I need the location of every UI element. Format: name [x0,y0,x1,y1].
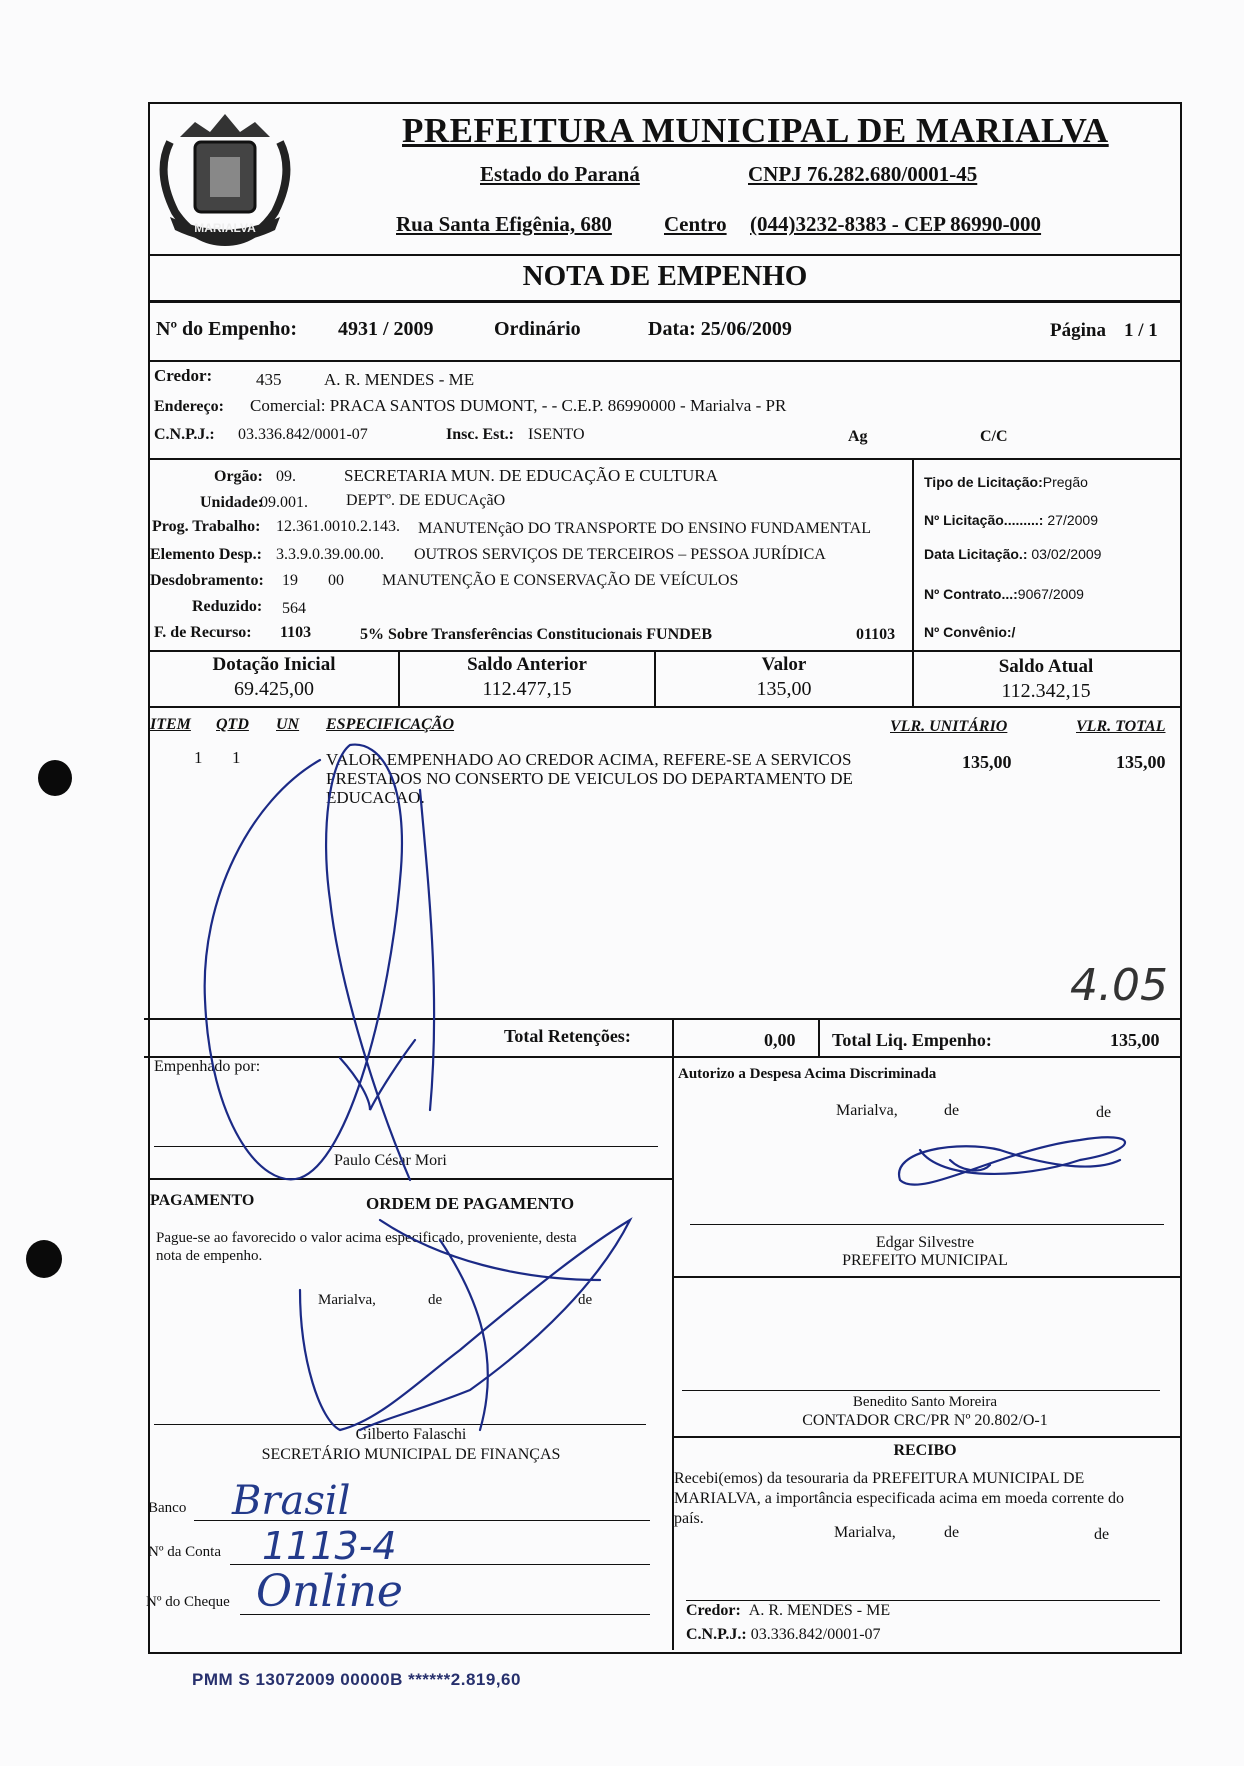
reduzido-label: Reduzido: [192,598,263,615]
prog-label: Prog. Trabalho: [152,518,261,535]
liquido-label: Total Liq. Empenho: [832,1030,992,1050]
street-address: Rua Santa Efigênia, 680 [396,212,612,236]
credor-name: A. R. MENDES - ME [324,370,475,389]
punch-hole [26,1240,62,1278]
page-label: Página [1050,320,1106,341]
col-qtd: QTD [216,716,249,733]
dotacao-label: Dotação Inicial [212,654,336,675]
credor-cnpj: 03.336.842/0001-07 [238,426,368,443]
municipal-crest-icon [150,102,300,252]
reduzido-code: 564 [282,600,306,617]
recibo-place: Marialva, [834,1524,896,1541]
cnpj-label: C.N.P.J.: [154,426,215,443]
col-item: ITEM [150,716,191,733]
document-title: NOTA DE EMPENHO [522,260,808,292]
empenho-date: Data: 25/06/2009 [648,318,792,340]
row-spec-line2: PRESTADOS NO CONSERTO DE VEICULOS DO DEPARTAMENTO DE [326,769,853,788]
desdobramento-label: Desdobramento: [150,572,264,589]
licitacao-tipo: Tipo de Licitação:Pregão [924,474,1088,490]
autorizo-place: Marialva, [836,1102,898,1119]
recibo-de2: de [1094,1526,1110,1543]
unidade-label: Unidade: [200,494,264,511]
state-name: Estado do Paraná [480,162,640,186]
licitacao-data: Data Licitação.: 03/02/2009 [924,546,1102,562]
col-especificacao: ESPECIFICAÇÃO [326,716,455,733]
desdobramento-code: 19 [282,572,298,589]
cnpj-header: CNPJ 76.282.680/0001-45 [748,162,978,186]
unidade-name: DEPTº. DE EDUCAçãO [346,492,506,509]
pagamento-place: Marialva, [318,1292,376,1308]
cheque-value: Online [256,1566,403,1617]
saldo-atual-value: 112.342,15 [1001,680,1091,702]
unidade-code: 09.001. [260,494,308,511]
ag-label: Ag [848,428,868,445]
recibo-text-line2: MARIALVA, a importância especificada acima em moeda corrente do [674,1490,1125,1507]
valor-value: 135,00 [756,678,812,700]
valor-label: Valor [761,654,807,675]
autorizo-de2: de [1096,1104,1112,1121]
col-unit-value: VLR. UNITÁRIO [890,718,1008,735]
credor-address: Comercial: PRACA SANTOS DUMONT, - - C.E.P. 86990000 - Marialva - PR [250,396,787,415]
recurso-code: 1103 [280,624,312,641]
secretario-name: Gilberto Falaschi [355,1426,467,1443]
row-unit-value: 135,00 [962,752,1012,772]
city-hall-title: PREFEITURA MUNICIPAL DE MARIALVA [402,111,1109,150]
dotacao-value: 69.425,00 [234,678,314,700]
row-spec-line3: EDUCACAO. [326,788,425,807]
insc-value: ISENTO [528,426,585,443]
recibo-text-line1: Recebi(emos) da tesouraria da PREFEITURA MUNICIPAL DE [674,1470,1085,1487]
retencoes-label: Total Retenções: [504,1026,631,1046]
ordem-pagamento-title: ORDEM DE PAGAMENTO [366,1194,575,1213]
recibo-title: RECIBO [893,1442,957,1459]
credor-code: 435 [256,370,282,389]
conta-value: 1113-4 [262,1524,397,1568]
pagamento-de2: de [578,1292,593,1308]
address-label: Endereço: [154,398,224,415]
recurso-number: 01103 [856,626,896,643]
elemento-code: 3.3.9.0.39.00.00. [276,546,384,563]
orgao-code: 09. [276,468,296,485]
saldo-anterior-label: Saldo Anterior [467,654,587,675]
contador-name: Benedito Santo Moreira [852,1394,998,1410]
conta-label: Nº da Conta [148,1544,221,1560]
banco-label: Banco [148,1500,187,1516]
secretario-role: SECRETÁRIO MUNICIPAL DE FINANÇAS [261,1446,561,1463]
pagamento-label: PAGAMENTO [150,1192,255,1209]
recibo-credor: Credor: A. R. MENDES - ME [686,1602,891,1619]
convenio-numero: Nº Convênio:/ [924,624,1016,640]
prefeito-role: PREFEITO MUNICIPAL [842,1252,1008,1269]
prog-code: 12.361.0010.2.143. [276,518,400,535]
saldo-atual-label: Saldo Atual [998,656,1094,677]
orgao-label: Orgão: [214,468,263,485]
pagamento-de1: de [428,1292,443,1308]
contrato-numero: Nº Contrato...:9067/2009 [924,586,1084,602]
banco-value: Brasil [232,1478,351,1524]
cheque-label: Nº do Cheque [146,1594,230,1610]
empenho-type: Ordinário [494,318,581,340]
liquido-value: 135,00 [1110,1030,1160,1050]
punch-hole [38,760,72,796]
desdobramento-name: MANUTENÇÃO E CONSERVAÇÃO DE VEÍCULOS [382,572,739,589]
row-item: 1 [194,748,203,767]
authentication-stamp: PMM S 13072009 00000B ******2.819,60 [192,1670,521,1689]
contador-role: CONTADOR CRC/PR Nº 20.802/O-1 [802,1412,1048,1429]
empenhado-name: Paulo César Mori [334,1152,447,1169]
handwritten-note: 4.05 [1070,960,1168,1011]
elemento-name: OUTROS SERVIÇOS DE TERCEIROS – PESSOA JURÍDICA [414,546,826,563]
crest-text: MARIALVA [194,221,256,235]
recurso-name: 5% Sobre Transferências Constitucionais FUNDEB [360,626,713,643]
empenhado-label: Empenhado por: [154,1058,261,1075]
licitacao-numero: Nº Licitação.........: 27/2009 [924,512,1098,528]
empenho-label: Nº do Empenho: [156,318,298,340]
orgao-name: SECRETARIA MUN. DE EDUCAÇÃO E CULTURA [344,466,718,485]
autorizo-label: Autorizo a Despesa Acima Discriminada [678,1066,937,1082]
row-spec-line1: VALOR EMPENHADO AO CREDOR ACIMA, REFERE-SE A SERVICOS [326,750,852,769]
pagamento-text-line1: Pague-se ao favorecido o valor acima especificado, proveniente, desta [156,1230,577,1246]
elemento-label: Elemento Desp.: [150,546,262,563]
pagamento-text-line2: nota de empenho. [156,1248,263,1264]
saldo-anterior-value: 112.477,15 [482,678,572,700]
page-number: 1 / 1 [1124,320,1158,341]
prog-name: MANUTENçãO DO TRANSPORTE DO ENSINO FUNDAMENTAL [418,520,871,537]
recibo-text-line3: país. [674,1510,704,1527]
empenho-number: 4931 / 2009 [338,318,434,340]
credor-label: Credor: [154,366,213,385]
desdobramento-sub: 00 [328,572,344,589]
retencoes-value: 0,00 [764,1030,796,1050]
col-total-value: VLR. TOTAL [1076,718,1166,735]
recibo-de1: de [944,1524,960,1541]
phone-cep: (044)3232-8383 - CEP 86990-000 [750,212,1042,236]
row-total-value: 135,00 [1116,752,1166,772]
prefeito-name: Edgar Silvestre [875,1234,975,1251]
recurso-label: F. de Recurso: [154,624,252,641]
col-un: UN [276,716,300,733]
row-qtd: 1 [232,748,241,767]
cc-label: C/C [980,428,1008,445]
autorizo-de1: de [944,1102,960,1119]
recibo-cnpj: C.N.P.J.: 03.336.842/0001-07 [686,1626,881,1643]
district: Centro [664,212,727,236]
insc-label: Insc. Est.: [446,426,515,443]
